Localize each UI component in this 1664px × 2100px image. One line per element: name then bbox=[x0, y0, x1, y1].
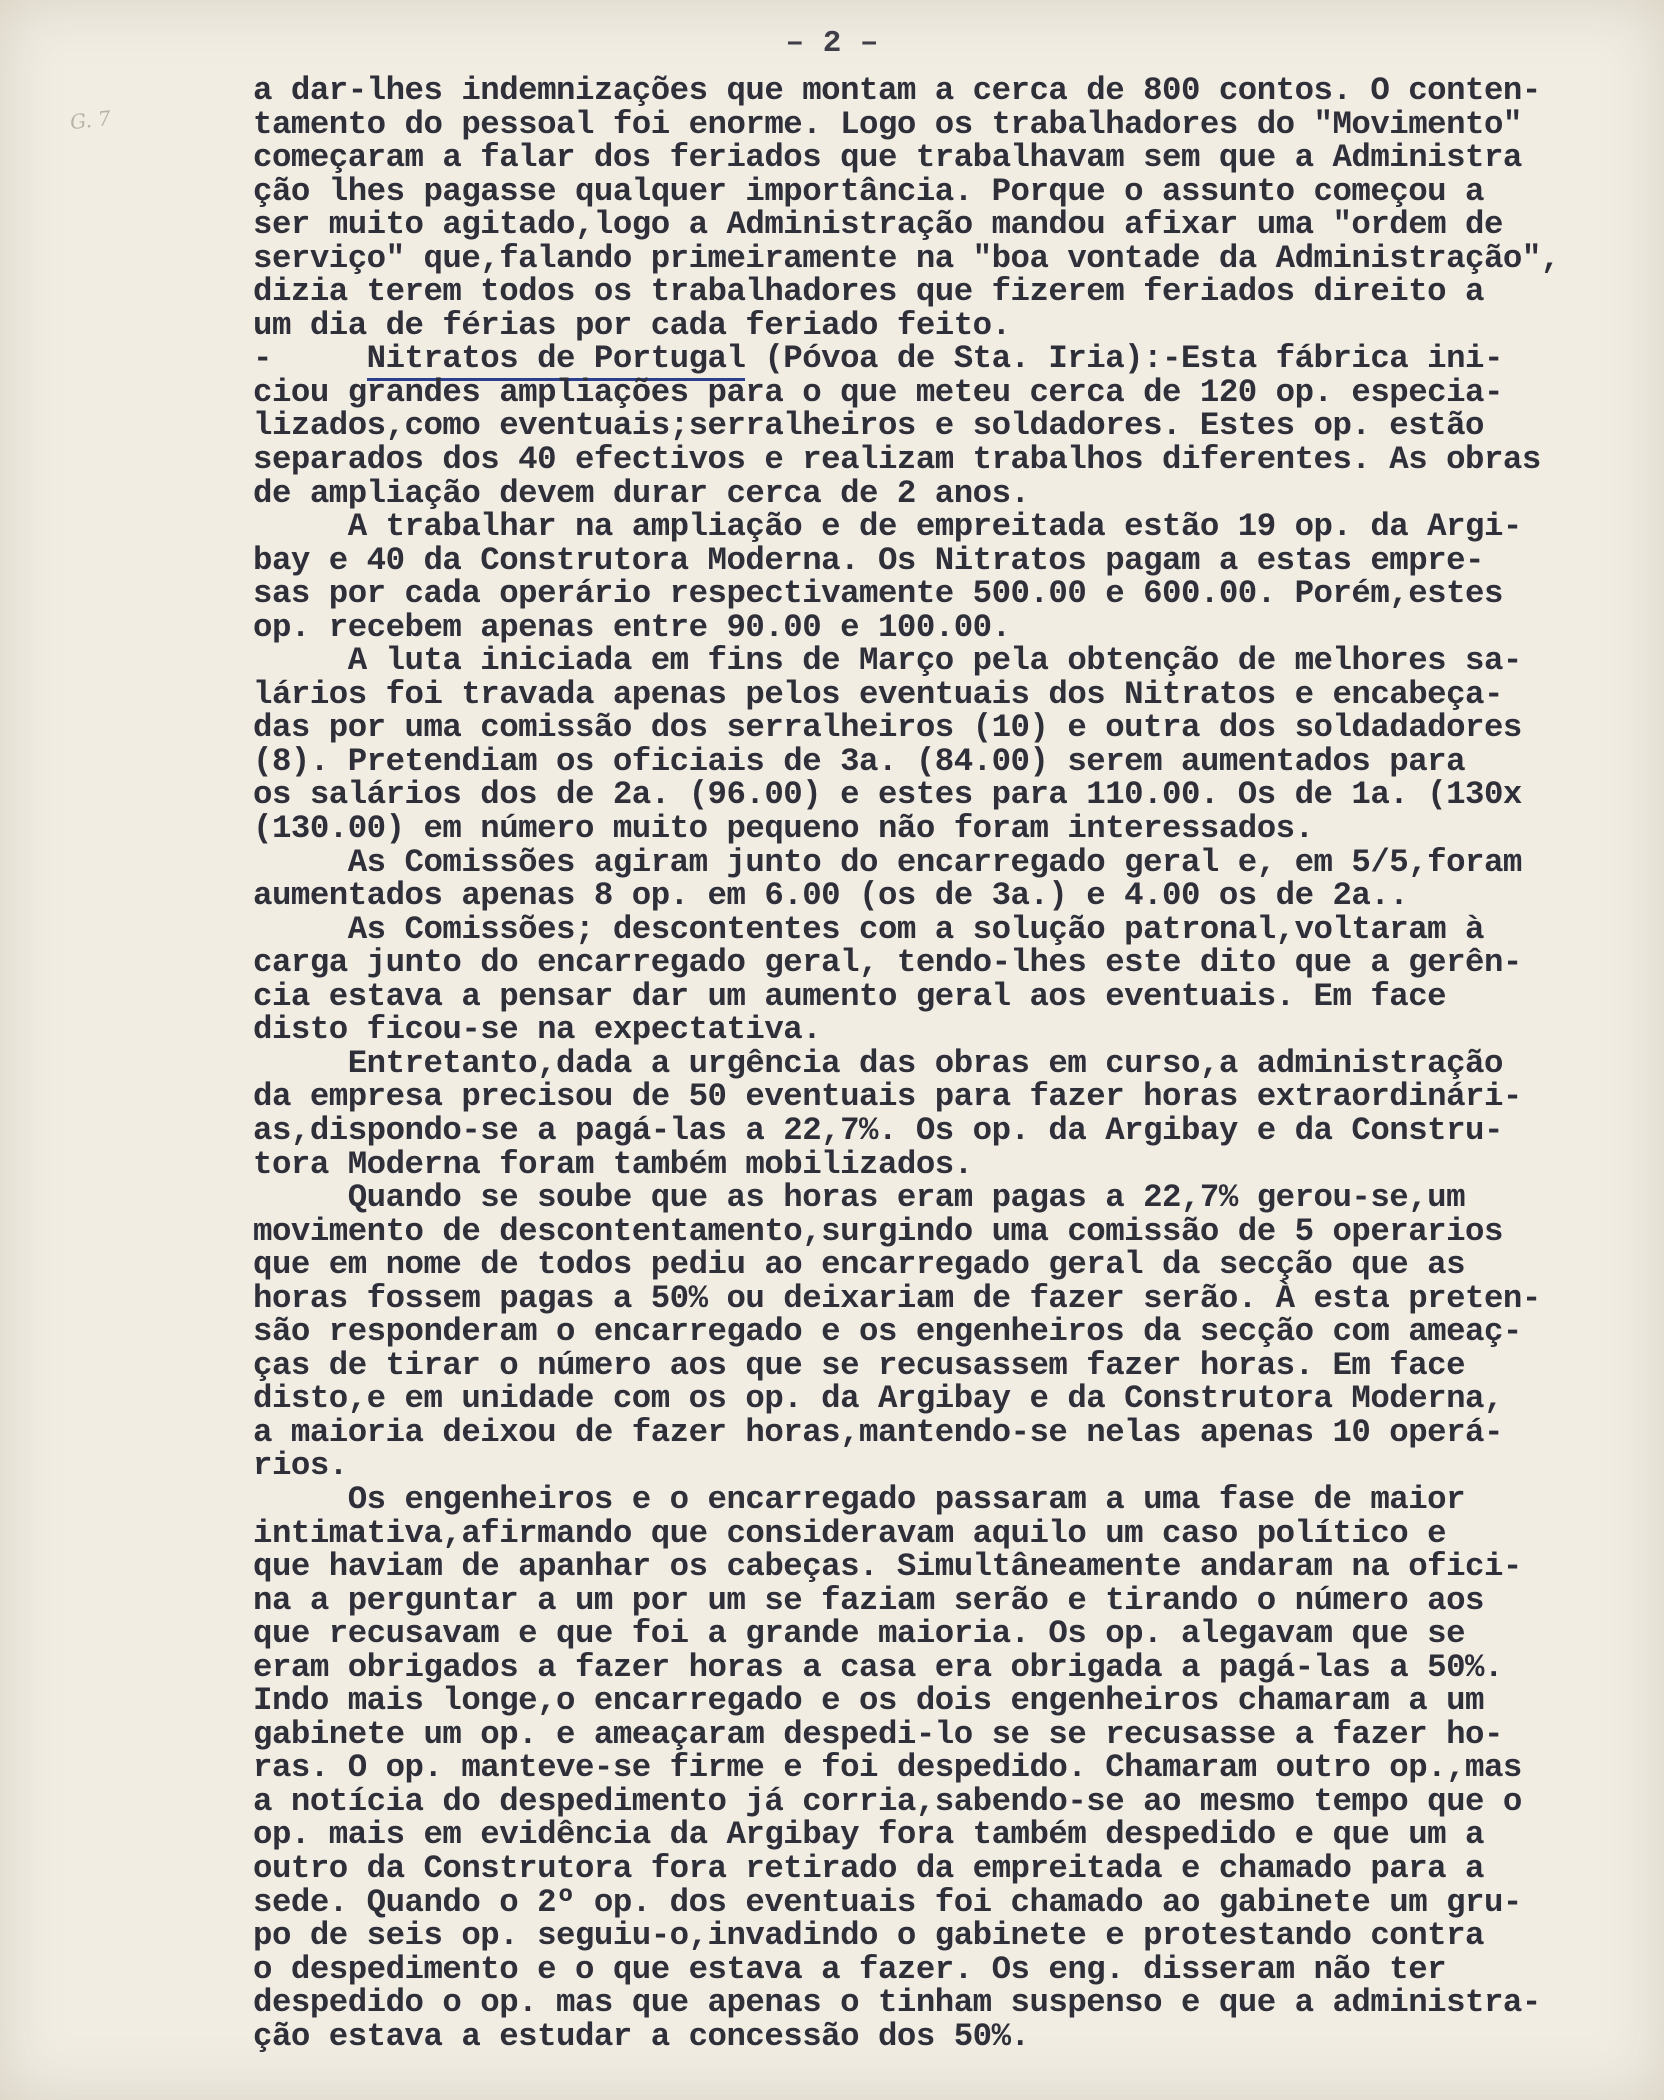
text-line: a maioria deixou de fazer horas,mantendo-se nelas apenas 10 operá- bbox=[253, 1413, 1503, 1451]
text-line: das por uma comissão dos serralheiros (10) e outra dos soldadadores bbox=[253, 709, 1522, 747]
text-line: são responderam o encarregado e os engenheiros da secção com ameaç- bbox=[253, 1313, 1522, 1351]
text-line: as,dispondo-se a pagá-las a 22,7%. Os op. da Argibay e da Constru- bbox=[253, 1111, 1503, 1149]
text-line: ras. O op. manteve-se firme e foi despedido. Chamaram outro op.,mas bbox=[253, 1749, 1522, 1787]
text-line: intimativa,afirmando que consideravam aquilo um caso político e bbox=[253, 1514, 1447, 1552]
text-line: a dar-lhes indemnizações que montam a cerca de 800 contos. O conten- bbox=[253, 72, 1541, 109]
text-line: lários foi travada apenas pelos eventuais dos Nitratos e encabeça- bbox=[253, 675, 1503, 713]
text-line: (130.00) em número muito pequeno não foram interessados. bbox=[253, 810, 1314, 848]
text-line: disto,e em unidade com os op. da Argibay e da Construtora Moderna, bbox=[253, 1380, 1503, 1418]
text-line: despedido o op. mas que apenas o tinham suspenso e que a administra- bbox=[253, 1984, 1541, 2022]
text-line: rios. bbox=[253, 1447, 348, 1485]
text-line: começaram a falar dos feriados que trabalhavam sem que a Administra bbox=[253, 139, 1522, 177]
text-line: movimento de descontentamento,surgindo uma comissão de 5 operarios bbox=[253, 1212, 1503, 1250]
text-line: As Comissões agiram junto do encarregado geral e, em 5/5,foram bbox=[253, 843, 1522, 881]
text-line: Entretanto,dada a urgência das obras em curso,a administração bbox=[253, 1044, 1503, 1082]
text-line: na a perguntar a um por um se faziam serão e tirando o número aos bbox=[253, 1581, 1484, 1619]
typewritten-text-body bbox=[253, 74, 1653, 2053]
text-line: sede. Quando o 2º op. dos eventuais foi chamado ao gabinete um gru- bbox=[253, 1883, 1522, 1921]
margin-annotation: G. 7 bbox=[68, 105, 112, 135]
text-line: eram obrigados a fazer horas a casa era obrigada a pagá-las a 50%. bbox=[253, 1648, 1503, 1686]
text-line: Indo mais longe,o encarregado e os dois engenheiros chamaram a um bbox=[253, 1682, 1484, 1720]
text-line: Quando se soube que as horas eram pagas a 22,7% gerou-se,um bbox=[253, 1179, 1466, 1217]
text-line: disto ficou-se na expectativa. bbox=[253, 1011, 822, 1049]
text-line: cia estava a pensar dar um aumento geral aos eventuais. Em face bbox=[253, 977, 1447, 1015]
text-line: bay e 40 da Construtora Moderna. Os Nitratos pagam a estas empre- bbox=[253, 541, 1484, 579]
text-line: sas por cada operário respectivamente 500.00 e 600.00. Porém,estes bbox=[253, 575, 1503, 613]
text-line: que haviam de apanhar os cabeças. Simultâneamente andaram na ofici- bbox=[253, 1548, 1522, 1586]
text-line: que recusavam e que foi a grande maioria. Os op. alegavam que se bbox=[253, 1615, 1466, 1653]
text-line: outro da Construtora fora retirado da empreitada e chamado para a bbox=[253, 1849, 1484, 1887]
text-line: tamento do pessoal foi enorme. Logo os trabalhadores do "Movimento" bbox=[253, 105, 1522, 143]
text-line: que em nome de todos pediu ao encarregado geral da secção que as bbox=[253, 1246, 1466, 1284]
text-line: op. mais em evidência da Argibay fora também despedido e que um a bbox=[253, 1816, 1484, 1854]
text-line: As Comissões; descontentes com a solução patronal,voltaram à bbox=[253, 910, 1484, 948]
text-line: de ampliação devem durar cerca de 2 anos. bbox=[253, 474, 1030, 512]
text-line: op. recebem apenas entre 90.00 e 100.00. bbox=[253, 608, 1011, 646]
text-line: ças de tirar o número aos que se recusassem fazer horas. Em face bbox=[253, 1346, 1466, 1384]
text-line: a notícia do despedimento já corria,sabendo-se ao mesmo tempo que o bbox=[253, 1782, 1522, 1820]
text-line: aumentados apenas 8 op. em 6.00 (os de 3a.) e 4.00 os de 2a.. bbox=[253, 877, 1409, 915]
text-line: gabinete um op. e ameaçaram despedi-lo se se recusasse a fazer ho- bbox=[253, 1715, 1503, 1753]
text-line: carga junto do encarregado geral, tendo-lhes este dito que a gerên- bbox=[253, 944, 1522, 982]
text-line: tora Moderna foram também mobilizados. bbox=[253, 1145, 973, 1183]
text-line: lizados,como eventuais;serralheiros e soldadores. Estes op. estão bbox=[253, 407, 1484, 445]
text-line: ção lhes pagasse qualquer importância. Porque o assunto começou a bbox=[253, 172, 1484, 210]
text-line: da empresa precisou de 50 eventuais para fazer horas extraordinári- bbox=[253, 1078, 1522, 1116]
text-line: - Nitratos de Portugal (Póvoa de Sta. Iria):-Esta fábrica ini- bbox=[253, 342, 1653, 376]
text-line: horas fossem pagas a 50% ou deixariam de fazer serão. À esta preten- bbox=[253, 1279, 1541, 1317]
text-line: dizia terem todos os trabalhadores que fizerem feriados direito a bbox=[253, 273, 1484, 311]
text-line: ciou grandes ampliações para o que meteu cerca de 120 op. especia- bbox=[253, 373, 1503, 411]
page-number: – 2 – bbox=[785, 26, 879, 61]
text-line: A luta iniciada em fins de Março pela obtenção de melhores sa- bbox=[253, 642, 1522, 680]
text-line: os salários dos de 2a. (96.00) e estes para 110.00. Os de 1a. (130x bbox=[253, 776, 1522, 814]
text-line: um dia de férias por cada feriado feito. bbox=[253, 306, 1011, 344]
text-line: (8). Pretendiam os oficiais de 3a. (84.00) serem aumentados para bbox=[253, 742, 1466, 780]
text-line: ser muito agitado,logo a Administração mandou afixar uma "ordem de bbox=[253, 206, 1503, 244]
text-line: A trabalhar na ampliação e de empreitada estão 19 op. da Argi- bbox=[253, 508, 1522, 546]
text-line: po de seis op. seguiu-o,invadindo o gabinete e protestando contra bbox=[253, 1917, 1484, 1955]
text-line: Os engenheiros e o encarregado passaram a uma fase de maior bbox=[253, 1480, 1466, 1518]
text-line: serviço" que,falando primeiramente na "boa vontade da Administração", bbox=[253, 239, 1560, 277]
text-line: ção estava a estudar a concessão dos 50%. bbox=[253, 2017, 1030, 2055]
underlined-company-name: Nitratos de Portugal bbox=[367, 340, 746, 381]
text-line: separados dos 40 efectivos e realizam trabalhos diferentes. As obras bbox=[253, 441, 1541, 479]
text-line: o despedimento e o que estava a fazer. Os eng. disseram não ter bbox=[253, 1950, 1447, 1988]
